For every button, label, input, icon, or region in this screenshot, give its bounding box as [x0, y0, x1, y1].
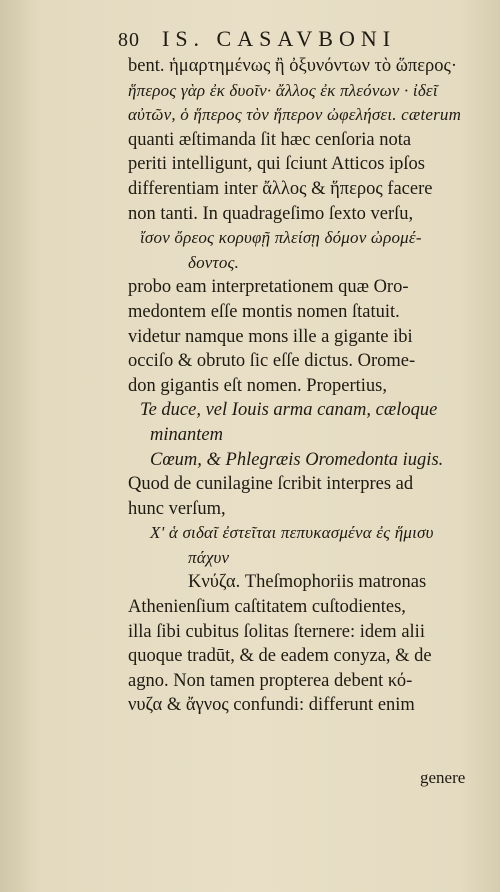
page-number: 80 — [118, 29, 140, 51]
text-line: minantem — [150, 424, 223, 445]
text-line: occiſo & obruto ſic eſſe dictus. Orome- — [128, 351, 416, 372]
text-line: ἥπερος γὰρ ἐκ δυοῖν· ἄλλος ἐκ πλεόνων · ἰδεῖ — [128, 80, 438, 100]
text-line: Quod de cunilagine ſcribit interpres ad — [128, 474, 414, 495]
catchword: genere — [420, 768, 466, 787]
page-header — [118, 26, 448, 52]
text-line: Χ' ἁ σιδαῖ ἐστεῖται πεπυκασμένα ἐς ἥμισυ — [150, 523, 434, 543]
text-line: αὐτῶν, ὁ ἥπερος τὸν ἥπερον ὠφελήσει. cæterum — [128, 105, 462, 125]
text-line: bent. ἡμαρτημένως ἢ ὀξυνόντων τὸ ὥπερος· — [128, 56, 458, 76]
text-line: quoque tradūt, & de eadem conyza, & de — [128, 646, 432, 667]
text-line: differentiam inter ἄλλος & ἥπερος facere — [128, 178, 433, 199]
text-line: quanti æſtimanda ſit hæc cenſoria nota — [128, 129, 412, 150]
running-title: IS. CASAVBONI — [162, 26, 397, 51]
text-line: Cœum, & Phlegræis Oromedonta iugis. — [150, 449, 444, 470]
text-line: non tanti. In quadrageſimo ſexto verſu, — [128, 203, 414, 224]
text-line: illa ſibi cubitus ſolitas ſternere: idem alii — [128, 621, 425, 642]
text-line: νυζα & ἄγνος confundi: differunt enim — [128, 695, 415, 716]
text-line: Te duce, vel Iouis arma canam, cæloque — [140, 400, 438, 421]
text-line: videtur namque mons ille a gigante ibi — [128, 326, 413, 347]
text-line: Κνύζα. Theſmophoriis matronas — [188, 572, 427, 593]
text-line: agno. Non tamen propterea debent κό- — [128, 670, 413, 691]
text-line: πάχυν — [188, 547, 230, 567]
text-line: medontem eſſe montis nomen ſtatuit. — [128, 301, 400, 322]
text-line: probo eam interpretationem quæ Oro- — [128, 277, 409, 298]
text-line: δοντος. — [188, 252, 240, 272]
text-line: don gigantis eſt nomen. Propertius, — [128, 375, 387, 396]
text-line: Athenienſium caſtitatem cuſtodientes, — [128, 597, 406, 618]
text-line: ἴσον ὄρεος κορυφῇ πλείσῃ δόμον ὠρομέ- — [140, 228, 422, 248]
text-line: hunc verſum, — [128, 498, 226, 519]
text-block — [128, 54, 478, 718]
text-line: periti intelligunt, qui ſciunt Atticos ipſos — [128, 154, 426, 175]
